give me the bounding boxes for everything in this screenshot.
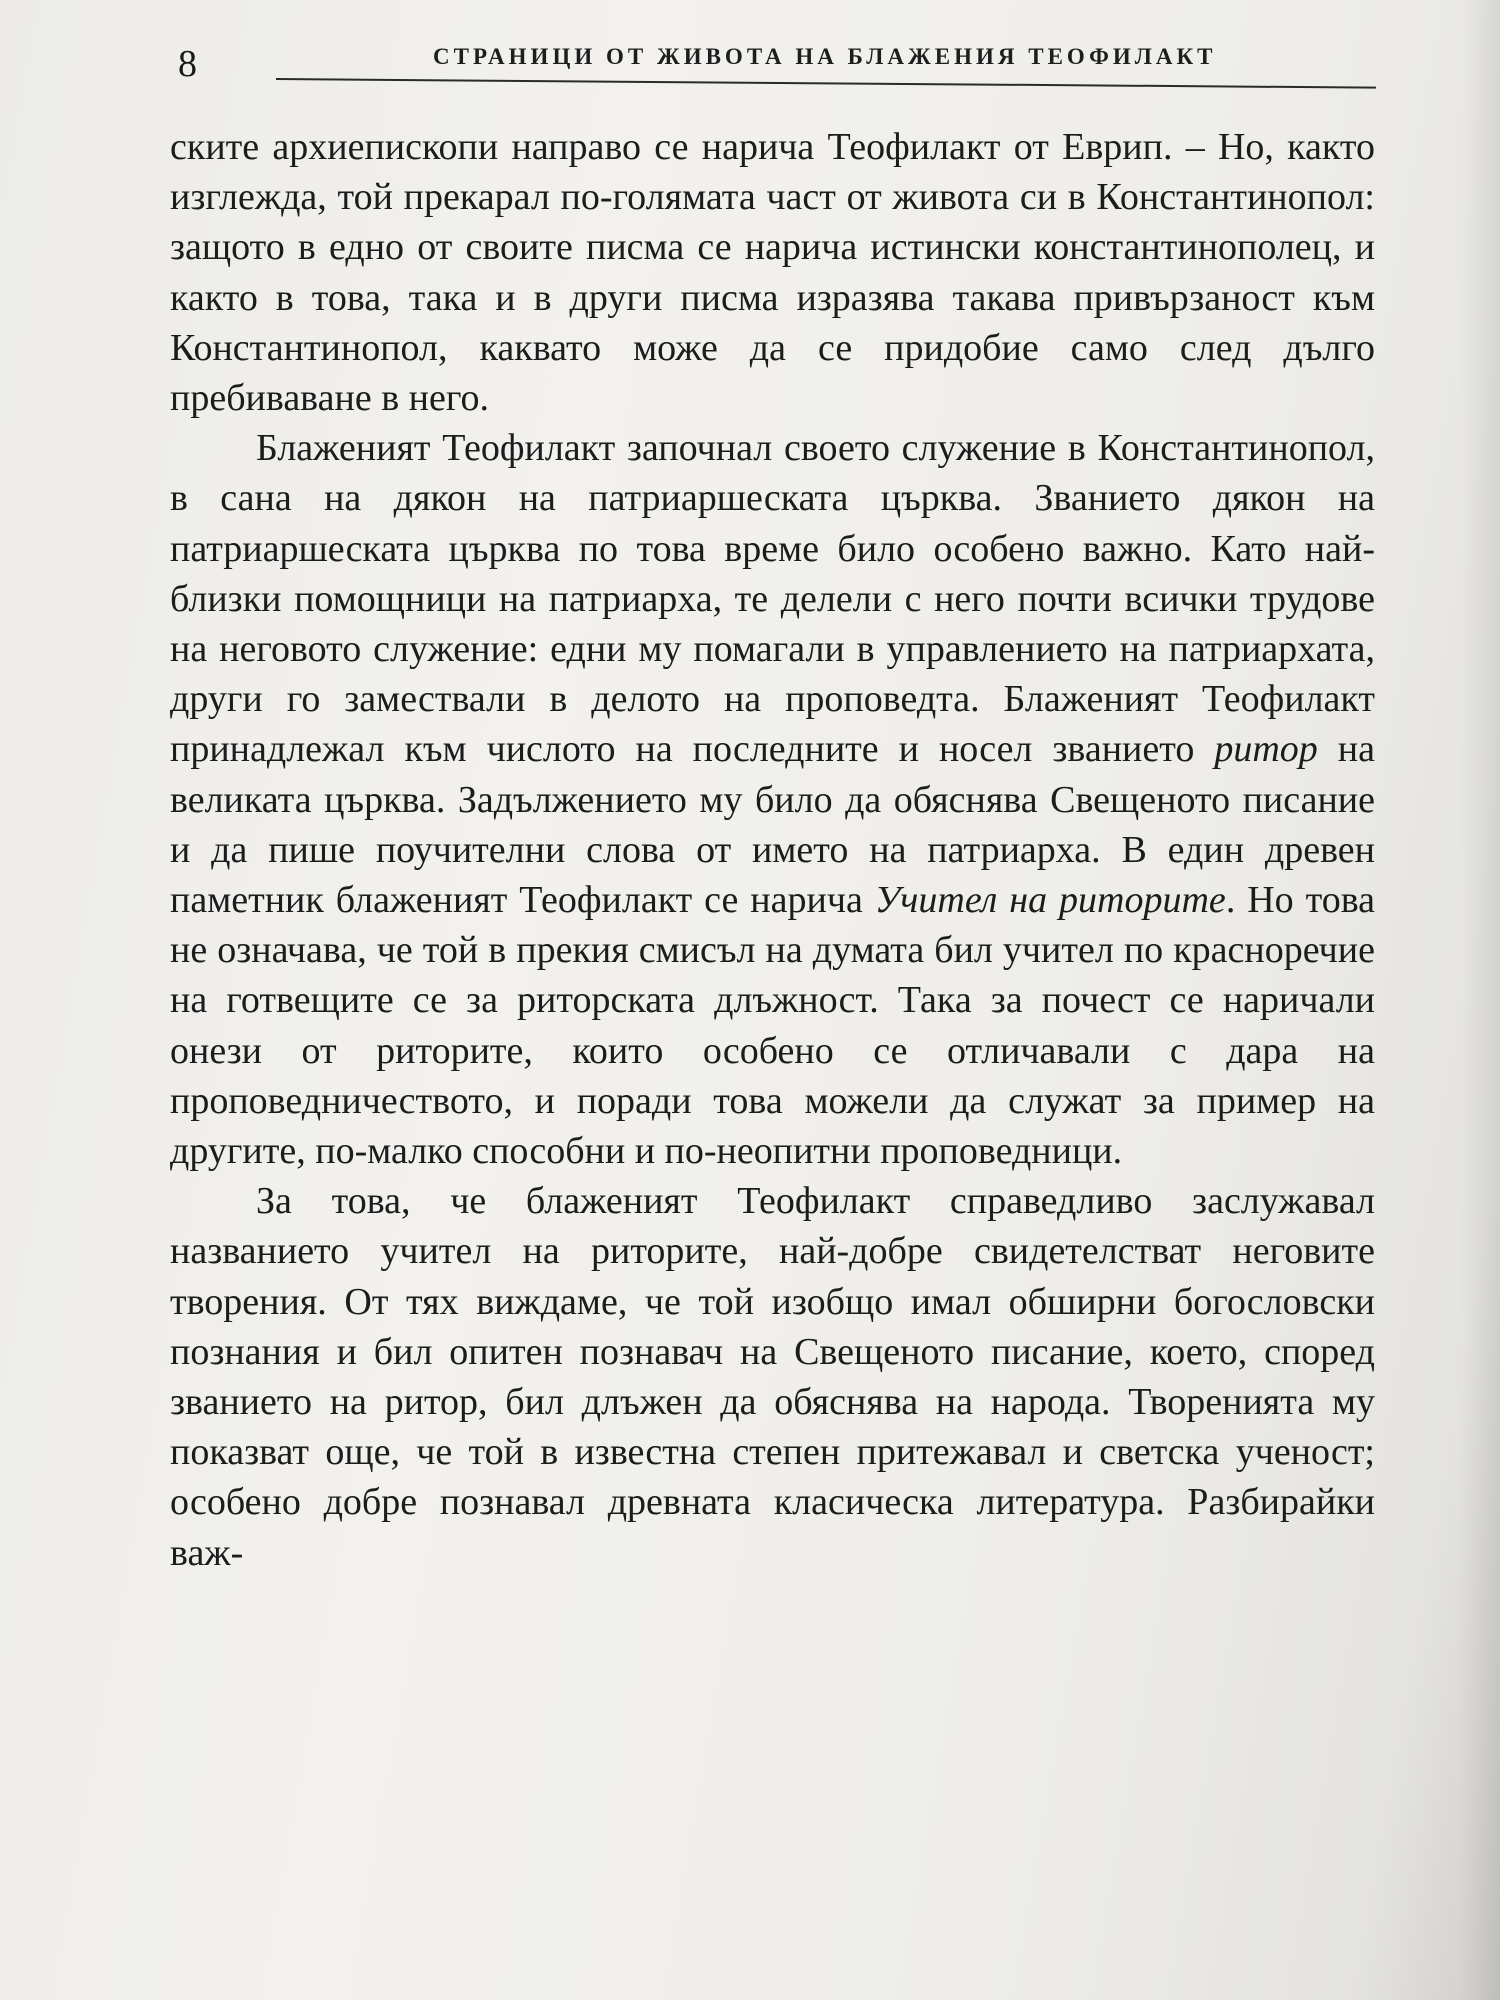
header-rule — [276, 78, 1376, 89]
paragraph-2-part-2: на великата църква. Задължението му било да обяснява Свещеното писание и да пише поучителни слова от името на патриарха. В един древен паметник блаженият Теофилакт се нарича — [170, 728, 1376, 922]
paragraph-2-part-3: . Но това не означава, че той в прекия смисъл на думата бил учител по красноречие на готвещите се за риторската длъжност. Така за почест се наричали онези от риторите, които особено се отличавали с дара на проповедничеството, и поради това можели да служат за пример на другите, по-малко способни и по-неопитни проповедници. — [170, 879, 1376, 1173]
page-number: 8 — [178, 43, 197, 85]
paragraph-2-part-1: Блаженият Теофилакт започнал своето служение в Константинопол, в сана на дякон на патриаршеската църква. Званието дякон на патриаршеската църква по това време било особено важно. Като най-близки помощници на патриарха, те делели с него почти всички трудове на неговото служение: едни му помагали в управлението на патриархата, други го замествали в делото на проповедта. Блаженият Теофилакт принадлежал към числото на последните и носел званието — [170, 427, 1375, 771]
italic-term-ritor: ритор — [1214, 728, 1318, 771]
paragraph-2 — [170, 423, 1375, 1176]
running-title: СТРАНИЦИ ОТ ЖИВОТА НА БЛАЖЕНИЯ ТЕОФИЛАКТ — [433, 44, 1217, 69]
page-edge-shadow — [1460, 0, 1500, 2000]
page-header — [178, 40, 1378, 100]
paragraph-1: ските архиепископи направо се нарича Теофилакт от Еврип. – Но, както изглежда, той прекарал по-голямата част от живота си в Константинопол: защото в едно от своите писма се нарича истински константинополец, и както в това, така и в други писма изразява такава привързаност към Константинопол, каквато може да се придобие само след дълго пребиваване в него. — [170, 126, 1375, 420]
body-text — [170, 122, 1375, 1578]
paragraph-3: За това, че блаженият Теофилакт справедливо заслужавал названието учител на риторите, най-добре свидетелстват неговите творения. От тях виждаме, че той изобщо имал обширни богословски познания и бил опитен познавач на Свещеното писание, което, според званието на ритор, бил длъжен да обяснява на народа. Творенията му показват още, че той в известна степен притежавал и светска ученост; особено добре познавал древната класическа литература. Разбирайки важ- — [170, 1180, 1375, 1574]
italic-term-teacher-of-rhetors: Учител на риторите — [874, 879, 1226, 922]
